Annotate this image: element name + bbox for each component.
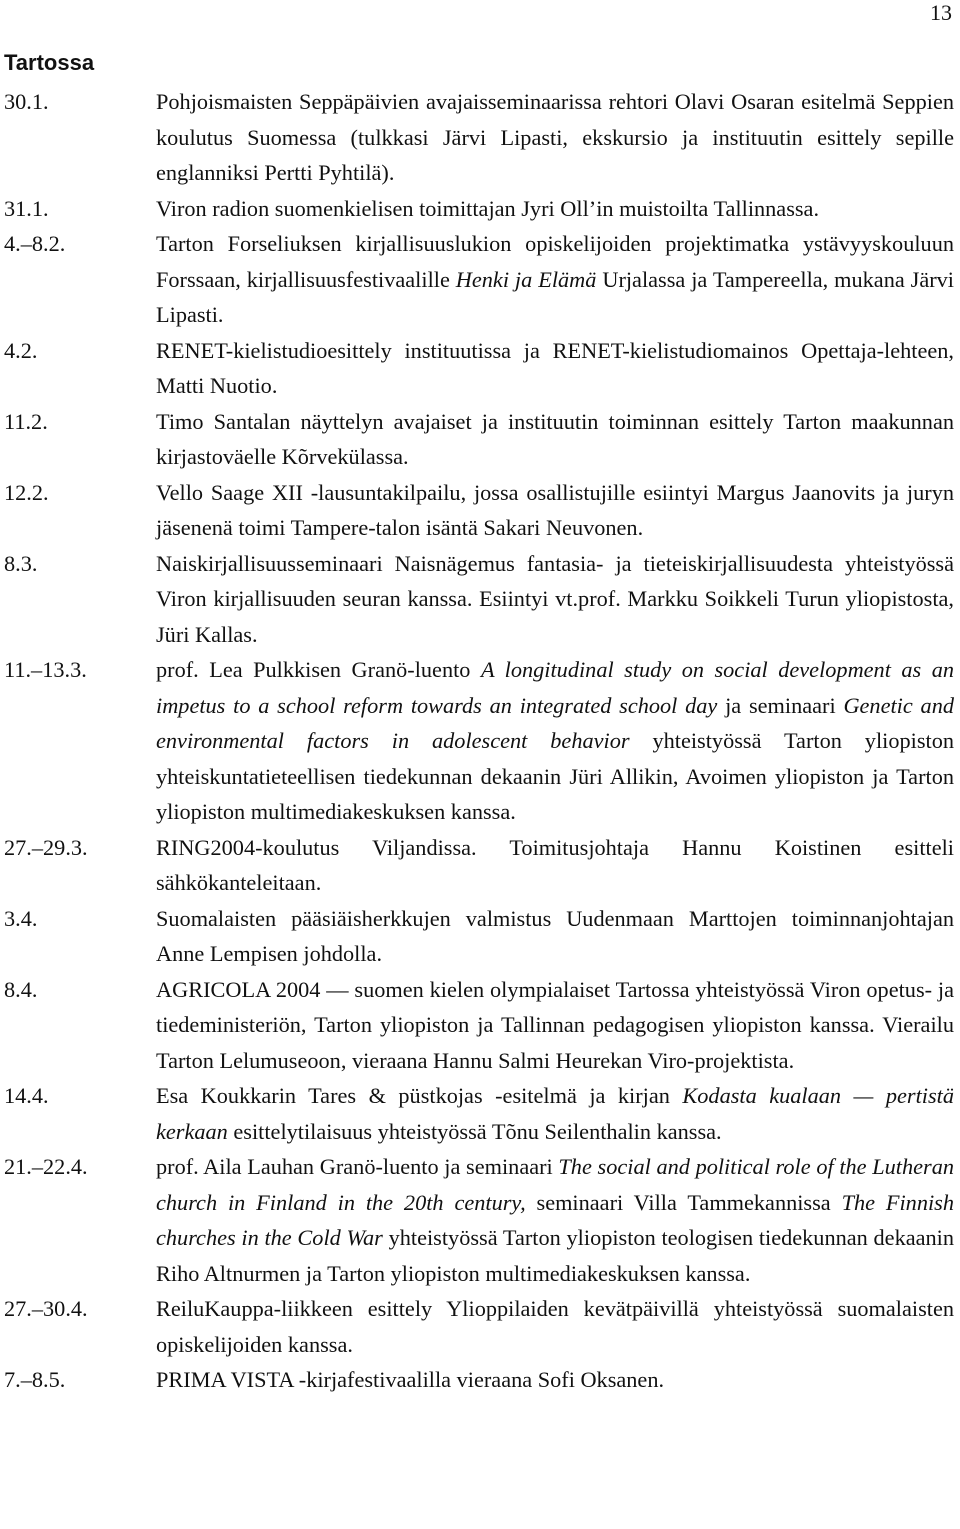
description-text: Tarton Forseliuksen kirjallisuuslukion opiskelijoiden projektimatka ystävyyskouluun Forssaan, kirjallisuusfestivaalille [156, 231, 954, 292]
event-entry [4, 1291, 954, 1362]
description-text: ReiluKauppa-liikkeen esittely Ylioppilaiden kevätpäivillä yhteistyössä suomalaisten opiskelijoiden kanssa. [156, 1296, 954, 1357]
event-description [156, 546, 954, 653]
event-date: 30.1. [4, 89, 49, 114]
italic-title: A longitudinal study on social development as an impetus to a school reform towards an integrated school day [156, 657, 955, 718]
event-description [156, 404, 954, 475]
event-entry [4, 191, 954, 227]
event-date: 14.4. [4, 1083, 49, 1108]
event-date: 3.4. [4, 905, 38, 931]
event-date: 8.4. [4, 976, 38, 1002]
event-date: 27.–30.4. [4, 1296, 88, 1321]
event-entry [4, 226, 954, 333]
event-entry [4, 1362, 954, 1398]
description-text: Naiskirjallisuusseminaari Naisnägemus fantasia- ja tieteiskirjallisuudesta yhteistyössä Viron kirjallisuuden seuran kanssa. Esiintyi vt.prof. Markku Soikkeli Turun yliopistosta, Jüri Kallas. [156, 550, 954, 647]
description-text: Esa Koukkarin Tares & püstkojas -esitelmä ja kirjan [156, 1083, 683, 1108]
event-date: 27.–29.3. [4, 834, 88, 860]
italic-title: The Finnish churches in the Cold War [156, 1189, 955, 1250]
description-text: esittelytilaisuus yhteistyössä Tõnu Seilenthalin kanssa. [227, 1118, 722, 1144]
event-date: 8.3. [4, 550, 38, 576]
description-text: Viron radion suomenkielisen toimittajan Jyri Oll’in muistoilta Tallinnassa. [156, 195, 820, 221]
event-entry [4, 830, 954, 901]
description-text: AGRICOLA 2004 — suomen kielen olympialaiset Tartossa yhteistyössä Viron opetus- ja tiedeministeriön, Tarton yliopiston ja Tallinnan pedagogisen yliopiston kanssa. Vierailu Tarton Lelumuseoon, vieraana Hannu Salmi Heurekan Viro-projektista. [156, 976, 954, 1073]
section-heading: Tartossa [4, 50, 95, 75]
event-date: 11.–13.3. [4, 657, 87, 682]
description-text: RENET-kielistudioesittely instituutissa ja RENET-kielistudiomainos Opettaja-lehteen, Matti Nuotio. [156, 337, 954, 398]
italic-title: Genetic and environmental factors in adolescent behavior [156, 692, 954, 753]
event-description [156, 1291, 954, 1362]
event-entry [4, 652, 954, 830]
event-entry [4, 546, 954, 653]
event-description [156, 191, 954, 227]
event-entry [4, 1149, 954, 1291]
description-text: prof. Aila Lauhan Granö-luento ja seminaari [156, 1154, 559, 1179]
event-entry [4, 475, 954, 546]
event-entry [4, 404, 954, 475]
event-date: 4.2. [4, 337, 38, 363]
event-entry [4, 1078, 954, 1149]
italic-title: The social and political role of the Lutheran church in Finland in the 20th century, [156, 1154, 954, 1215]
description-text: Pohjoismaisten Seppäpäivien avajaisseminaarissa rehtori Olavi Osaran esitelmä Seppien koulutus Suomessa (tulkkasi Järvi Lipasti, ekskursio ja instituutin esittely sepille englanniksi Pertti Pyhtilä). [156, 89, 954, 185]
event-description [156, 333, 954, 404]
event-date: 12.2. [4, 479, 49, 505]
description-text: Vello Saage XII -lausuntakilpailu, jossa osallistujille esiintyi Margus Jaanovits ja juryn jäsenenä toimi Tampere-talon isäntä Sakari Neuvonen. [156, 479, 954, 540]
description-text: yhteistyössä Tarton yliopiston teologisen tiedekunnan dekaanin Riho Altnurmen ja Tarton yliopiston multimediakeskuksen kanssa. [156, 1225, 954, 1286]
description-text: seminaari Villa Tammekannissa [525, 1189, 842, 1215]
event-date: 4.–8.2. [4, 231, 66, 256]
description-text: Timo Santalan näyttelyn avajaiset ja instituutin toiminnan esittely Tarton maakunnan kirjastoväelle Kõrvekülassa. [156, 408, 954, 469]
event-description [156, 972, 954, 1079]
event-entry [4, 333, 954, 404]
description-text: PRIMA VISTA -kirjafestivaalilla vieraana Sofi Oksanen. [156, 1367, 665, 1392]
event-description [156, 1362, 954, 1398]
event-date: 7.–8.5. [4, 1367, 66, 1392]
event-description [156, 226, 954, 333]
event-date: 31.1. [4, 195, 49, 221]
event-date: 11.2. [4, 408, 48, 434]
description-text: Suomalaisten pääsiäisherkkujen valmistus Uudenmaan Marttojen toiminnanjohtajan Anne Lempisen johdolla. [156, 905, 954, 966]
event-description [156, 84, 954, 191]
event-date: 21.–22.4. [4, 1154, 88, 1179]
description-text: RING2004-koulutus Viljandissa. Toimitusjohtaja Hannu Koistinen esitteli sähkökanteleitaan. [156, 834, 954, 895]
description-text: Urjalassa ja Tampereella, mukana Järvi Lipasti. [156, 266, 954, 327]
event-entry [4, 84, 954, 191]
event-description [156, 652, 954, 830]
event-description [156, 901, 954, 972]
event-description [156, 1078, 954, 1149]
event-entry [4, 972, 954, 1079]
description-text: prof. Lea Pulkkisen Granö-luento [156, 657, 481, 682]
event-entry [4, 901, 954, 972]
event-description [156, 475, 954, 546]
event-list [4, 84, 954, 1398]
page-number: 13 [930, 0, 952, 25]
italic-title: Henki ja Elämä [455, 266, 597, 292]
event-description [156, 1149, 954, 1291]
event-description [156, 830, 954, 901]
description-text: yhteistyössä Tarton yliopiston yhteiskuntatieteellisen tiedekunnan dekaanin Jüri Allikin, Avoimen yliopiston ja Tarton yliopiston multimediakeskuksen kanssa. [156, 728, 954, 824]
description-text: ja seminaari [717, 692, 844, 718]
italic-title: Kodasta kualaan — pertistä kerkaan [156, 1083, 954, 1144]
